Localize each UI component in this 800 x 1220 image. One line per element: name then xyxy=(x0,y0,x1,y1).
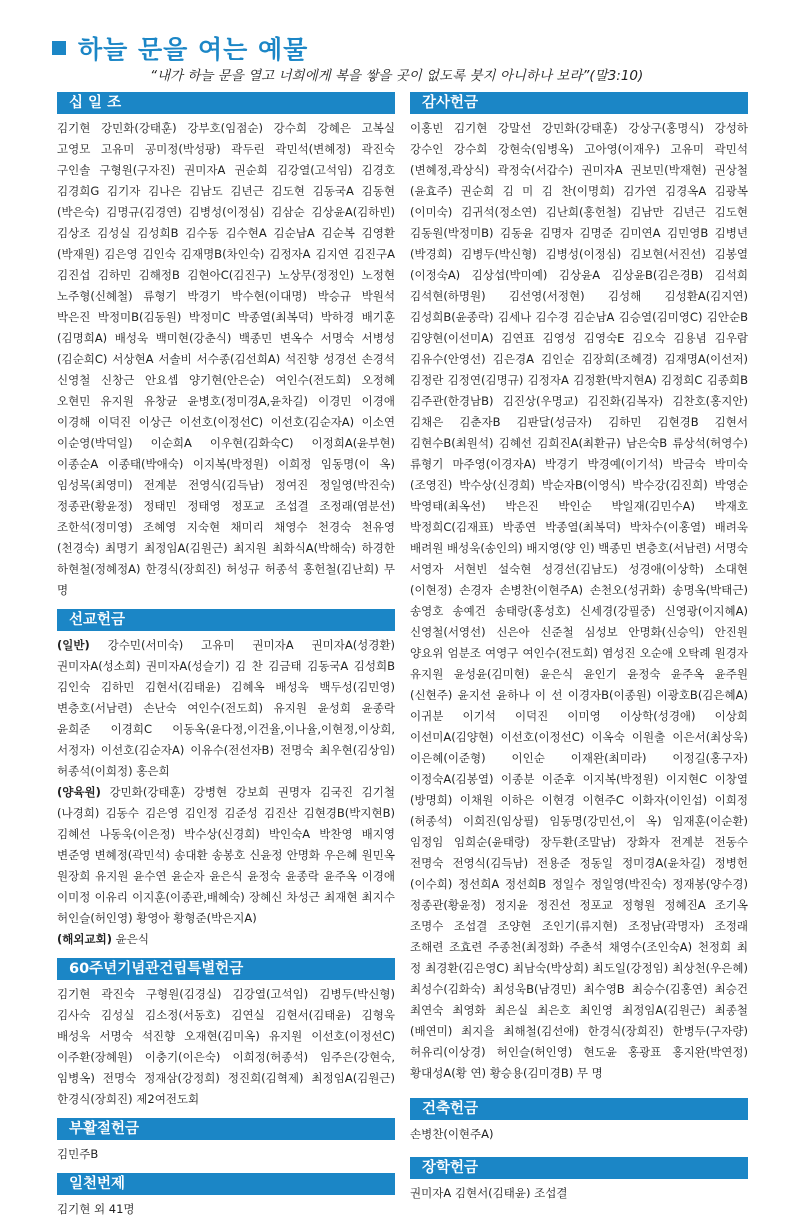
anniversary-section xyxy=(57,958,395,1110)
tithe-section xyxy=(57,92,395,601)
mission-section xyxy=(57,609,395,950)
donor-list: 김기현 외 41명 xyxy=(57,1202,135,1216)
page-title xyxy=(52,30,308,66)
group-label: (양육원) xyxy=(57,785,101,799)
donor-list: 강민화(강태훈) 강병현 강보희 권명자 김국진 김기철(나경희) 김동수 김은영 김인정 김준성 김진산 김현경B(박지현B) 김혜선 나동욱(이은정) 박수상(신경희) 박인숙A 박찬영 배지영 변준영 변혜정(곽민석) 송대환 송봉호 신윤정 안명화 우은혜 원민옥 원장희 유지원 윤수연 윤순자 윤은식 윤정숙 윤종락 윤주옥 이경애 이미정 이유리 이지훈(이종관,배혜숙) 장혜신 차성근 최재현 최지수 허인슬(허인영) 황영아 황형준(박은지A) xyxy=(57,785,395,925)
donor-list: 윤은식 xyxy=(115,932,149,946)
scholarship-section xyxy=(410,1157,748,1204)
group-label: (해외교회) xyxy=(57,932,112,946)
donor-list: 강수민(서미숙) 고유미 권미자A 권미자A(성경환) 권미자A(성소희) 권미자A(성슬기) 김 찬 김금태 김동국A 김성희B 김인숙 김하민 김현서(김태윤) 김혜옥 배성욱 백두성(김민영) 변층호(서남련) 손난숙 여인수(전도희) 유지원 윤성희 윤종락 윤희준 이경희C 이동옥(윤다정,이건율,이나율,이현정,이상희,서정자) 이선호(김순자A) 이유수(전선자B) 전명숙 최우현(김상임) 허종석(이희정) 홍은희 xyxy=(57,638,395,778)
donor-list: 이홍빈 김기현 강말선 강민화(강태훈) 강상구(홍명식) 강성하 강수인 강수희 강현숙(임병옥) 고아영(이재우) 고유미 곽민석(변혜정,곽상식) 곽정숙(서갑수) 권미자A 권보민(박재현) 권상철(윤효주) 권순희 김 미 김 찬(이명희) 김가연 김경옥A 김광복(이미숙) 김귀석(정소연) 김난희(홍헌철) 김남만 김년근 김도현 김동원(박정미B) 김동윤 김명자 김명준 김미연A 김민영B 김병년(박경희) 김병두(박신형) 김병성(이정심) 김보현(서진선) 김봉열(이정숙A) 김상섭(박미예) 김상윤A 김상윤B(김은경B) 김석희 김석현(하명원) 김선영(서정현) 김성해 김성환A(김지연) 김성희B(윤종락) 김세나 김수경 김순남A 김승열(김미영C) 김안순B 김양현(이선미A) 김연표 김영성 김영숙E 김오숙 김용념 김우람 김유수(안영선) 김은경A 김인순 김장희(조혜경) 김재명A(이선저) 김정란 김정연(김명규) 김정자A 김정환(박지현A) 김정희C 김종희B 김주관(한경남B) 김진상(우명교) 김진화(김복자) 김찬호(홍지안) 김채은 김춘자B 김판달(성금자) 김하민 김현경B 김현서 김현수B(최원석) 김혜선 김희진A(최환규) 남은숙B 류상석(허영수) 류형기 마주영(이경자A) 박경기 박경예(이기석) 박금숙 박미숙(조영진) 박수상(신경희) 박순자B(이영식) 박수강(김진희) 박영순 박영태(최옥선) 박은진 박인순 박일재(김민수A) 박재호 박정희C(김재표) 박종연 박종열(최복덕) 박차수(이홍열) 배려욱 배려원 배성욱(송인의) 배지영(양 인) 백종민 변층호(서남련) 서명숙 서영자 서현빈 설숙현 성경선(김남도) 성경애(이상학) 소대현(이현정) 손경자 손병찬(이현주A) 손천오(성귀화) 송명옥(박태근) 송영호 송예건 송태랑(홍성호) 신세경(강필중) 신영광(이지혜A) 신영철(서영선) 신은아 신준철 심성보 안명화(신승익) 안진원 양요위 엄분조 여영구 여인수(전도희) 염성진 오순애 오탁례 원경자 유지원 윤성윤(김미현) 윤은식 윤인기 윤정숙 윤주옥 윤주원(신현주) 윤지선 윤하나 이 선 이경자B(이종원) 이광호B(김은혜A) 이귀분 이기석 이덕진 이미영 이상학(성경애) 이상희 이선미A(김양현) 이선호(이정선C) 이옥숙 이원출 이은서(최상욱) 이은혜(이준형) 이인순 이재완(최미라) 이정길(홍구자) 이정숙A(김봉열) 이종분 이준후 이지복(박정원) 이지현C 이창열(방명희) 이채원 이하은 이현경 이현주C 이화자(이인섭) 이희정(허종석) 이희진(임상필) 임동명(강민선,이 옥) 임재훈(이순환) 임정임 임희순(윤태랑) 장두환(조말남) 장화자 전계분 전동수 전명숙 전영식(김득남) 전용준 정동일 정미경A(윤차길) 정병헌(이수희) 정선희A 정선희B 정일수 정일영(박진숙) 정재봉(양수경) 정종관(황윤정) 정지윤 정진선 정포교 정형원 정혜진A 조기옥 조명수 조섭결 조양현 조인기(류지현) 조정남(곽명자) 조정래 조해련 조효련 주종천(최정화) 주춘석 채영수(조인숙A) 천정희 최 정 최경환(김은영C) 최남숙(박상희) 최도일(강정임) 최상천(우은혜) 최성수(김화숙) 최성욱B(남경민) 최수영B 최승수(김홍연) 최승건 최연숙 최영화 최은실 최은호 최인영 최정임A(김원근) 최종철(배연미) 최지을 최해철(김선애) 한경식(장희진) 한병두(구자량) 허유리(이상경) 허인슬(허인영) 현도윤 홍광표 홍지완(박연정) 황대성A(황 연) 황승용(김미경B) 무 명 xyxy=(410,121,748,1080)
donor-group xyxy=(57,635,395,782)
donor-list: 권미자A 김현서(김태윤) 조섭결 xyxy=(410,1186,568,1200)
section-heading: 일천번제 xyxy=(57,1173,395,1195)
section-heading: 부활절헌금 xyxy=(57,1118,395,1140)
page-title-text: 하늘 문을 여는 예물 xyxy=(78,35,309,64)
right-column xyxy=(410,92,748,1204)
section-heading: 선교헌금 xyxy=(57,609,395,631)
square-bullet-icon xyxy=(52,41,66,55)
section-heading: 십 일 조 xyxy=(57,92,395,114)
section-heading: 60주년기념관건립특별헌금 xyxy=(57,958,395,980)
thousand-offering-section xyxy=(57,1173,395,1220)
section-heading: 건축헌금 xyxy=(410,1098,748,1120)
section-heading: 감사헌금 xyxy=(410,92,748,114)
donor-list: 김기현 강민화(강태훈) 강부호(임점순) 강수희 강혜은 고복실 고영모 고유미 공미정(박성팡) 곽두린 곽민석(변혜정) 곽진숙 구인솔 구형원(구자진) 권미자A 권순희 김강열(고석임) 김경호 김경희G 김기자 김나은 김남도 김년근 김도현 김동국A 김동현(박은숙) 김명규(김경연) 김병성(이정심) 김삼순 김상윤A(김하빈) 김상조 김성실 김성희B 김수동 김수현A 김순남A 김순복 김영환(박재원) 김은영 김인숙 김재명B(차인숙) 김정자A 김지연 김진구A 김진섭 김하민 김해정B 김현아C(김진구) 노상무(정정인) 노정현 노주형(신혜철) 류형기 박경기 박수현(이대명) 박승규 박원석 박은진 박정미B(김동원) 박정미C 박종열(최복덕) 박하경 배기훈(김명희A) 배성욱 백미현(강춘식) 백종민 변옥수 서명숙 서병성(김순희C) 서상현A 서솔비 서수종(김선희A) 석진향 성경선 손경석 신영철 신창근 안요셉 양기현(안은순) 여인수(전도희) 오정혜 오현민 유지원 유창균 윤병호(정미경A,윤차길) 이경민 이경애 이경해 이덕진 이상근 이선호(이정선C) 이선호(김순자A) 이소연 이순영(박덕일) 이순희A 이우현(김화숙C) 이정희A(윤부현) 이종순A 이종태(박애숙) 이지복(박정원) 이희정 임동명(이 옥) 임성목(최영미) 전계분 전영식(김득남) 정여진 정일영(박진숙) 정종관(황윤정) 정태민 정태영 정포교 조섭결 조정래(염분선) 조한석(정미영) 조혜영 지숙현 채미리 채영수 천경숙 천유영(천경숙) 최명기 최정임A(김원근) 최지원 최화식A(박해숙) 하경한 하현철(정혜정A) 한경식(장희진) 허성규 허종석 홍헌철(김난희) 무 명 xyxy=(57,121,395,597)
easter-section xyxy=(57,1118,395,1165)
scripture-verse: “내가 하늘 문을 열고 너희에게 복을 쌓을 곳이 없도록 붓지 아니하나 보라”(말3:10) xyxy=(150,68,644,84)
section-heading: 장학헌금 xyxy=(410,1157,748,1179)
donor-group xyxy=(57,782,395,929)
thanks-section xyxy=(410,92,748,1084)
group-label: (일반) xyxy=(57,638,90,652)
building-section xyxy=(410,1098,748,1145)
donor-group xyxy=(57,929,395,950)
donor-list: 김기현 곽진숙 구형원(김경실) 김강열(고석임) 김병두(박신형) 김사숙 김성실 김소정(서동호) 김연실 김현서(김태윤) 김형욱 배성욱 서명숙 석진향 오재현(김미옥) 유지원 이선호(이정선C) 이주환(장혜원) 이충기(이은숙) 이희정(허종석) 임주은(강현숙,임병옥) 전명숙 정재삼(강정희) 정진희(김혁제) 최정임A(김원근) 한경식(장희진) 제2여전도회 xyxy=(57,987,395,1106)
donor-list: 손병찬(이현주A) xyxy=(410,1127,494,1141)
donor-list: 김민주B xyxy=(57,1147,99,1161)
left-column xyxy=(57,92,395,1220)
